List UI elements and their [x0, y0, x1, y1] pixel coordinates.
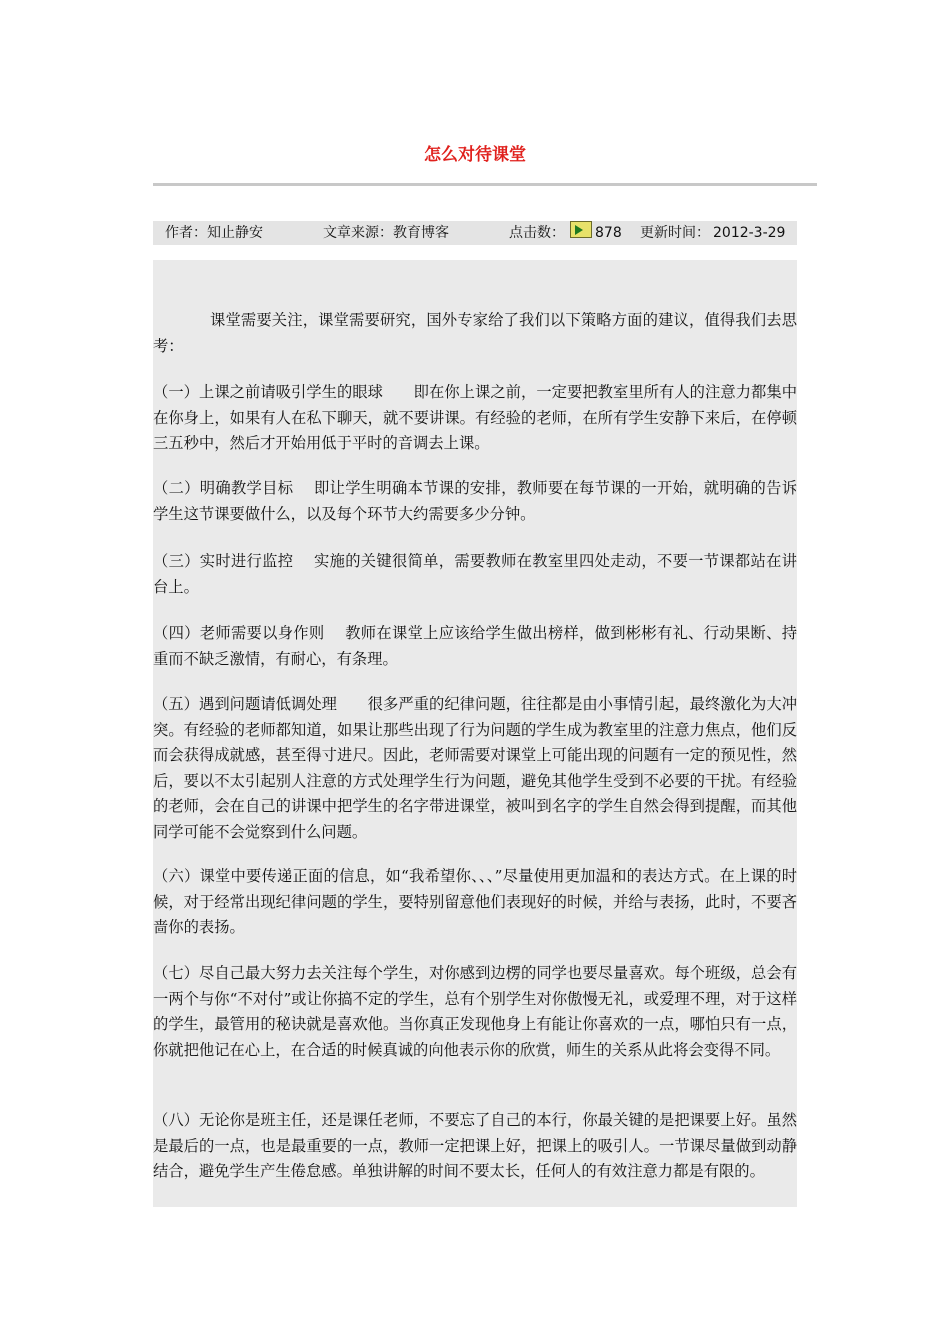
paragraph-8: （八）无论你是班主任，还是课任老师，不要忘了自己的本行，你最关键的是把课要上好。虽然是最后的一点，也是最重要的一点，教师一定把课上好，把课上的吸引人。一节课尽量做到动静结合，避免学生产生倦怠感。单独讲解的时间不要太长，任何人的有效注意力都是有限的。: [153, 1111, 797, 1180]
author-label: 作者：知止静安: [165, 225, 263, 241]
arrow-icon: [571, 223, 591, 238]
paragraph-1: （一）上课之前请吸引学生的眼球 即在你上课之前，一定要把教室里所有人的注意力都集中在你身上，如果有人在私下聊天，就不要讲课。有经验的老师，在所有学生安静下来后，在停顿三五秒中，然后才开始用低于平时的音调去上课。: [153, 383, 797, 452]
title-divider: [153, 183, 817, 186]
paragraph-7: （七）尽自己最大努力去关注每个学生，对你感到边楞的同学也要尽量喜欢。每个班级，总会有一两个与你“不对付”或让你搞不定的学生，总有个别学生对你傲慢无礼，或爱理不理，对于这样的学生，最管用的秘诀就是喜欢他。当你真正发现他身上有能让你喜欢的一点，哪怕只有一点，你就把他记在心上，在合适的时候真诚的向他表示你的欣赏，师生的关系从此将会变得不同。: [153, 964, 797, 1059]
hit-counter-icon: [570, 221, 592, 238]
paragraph-4: （四）老师需要以身作则 教师在课堂上应该给学生做出榜样，做到彬彬有礼、行动果断、持重而不缺乏激情，有耐心，有条理。: [153, 624, 797, 668]
update-date: 2012-3-29: [713, 225, 786, 241]
article-meta-bar: [153, 221, 797, 245]
paragraph-2: （二）明确教学目标 即让学生明确本节课的安排，教师要在每节课的一开始，就明确的告诉学生这节课要做什么，以及每个环节大约需要多少分钟。: [153, 479, 797, 523]
update-label: 更新时间：: [640, 225, 710, 241]
paragraph-3: （三）实时进行监控 实施的关键很简单，需要教师在教室里四处走动，不要一节课都站在讲台上。: [153, 552, 797, 596]
source-label: 文章来源：教育博客: [323, 225, 449, 241]
paragraph-intro: 课堂需要关注，课堂需要研究，国外专家给了我们以下策略方面的建议，值得我们去思考：: [153, 311, 797, 355]
article-title: 怎么对待课堂: [424, 145, 526, 165]
paragraph-6: （六）课堂中要传递正面的信息，如“我希望你、、、”尽量使用更加温和的表达方式。在上课的时候，对于经常出现纪律问题的学生，要特别留意他们表现好的时候，并给与表扬，此时，不要吝啬你的表扬。: [153, 867, 797, 936]
paragraph-5: （五）遇到问题请低调处理 很多严重的纪律问题，往往都是由小事情引起，最终激化为大冲突。有经验的老师都知道，如果让那些出现了行为问题的学生成为教室里的注意力焦点，他们反而会获得成就感，甚至得寸进尺。因此，老师需要对课堂上可能出现的问题有一定的预见性，然后，要以不太引起别人注意的方式处理学生行为问题，避免其他学生受到不必要的干扰。有经验的老师，会在自己的讲课中把学生的名字带进课堂，被叫到名字的学生自然会得到提醒，而其他同学可能不会觉察到什么问题。: [153, 695, 797, 841]
hits-label: 点击数：: [509, 225, 565, 241]
hits-count: 878: [595, 225, 622, 241]
